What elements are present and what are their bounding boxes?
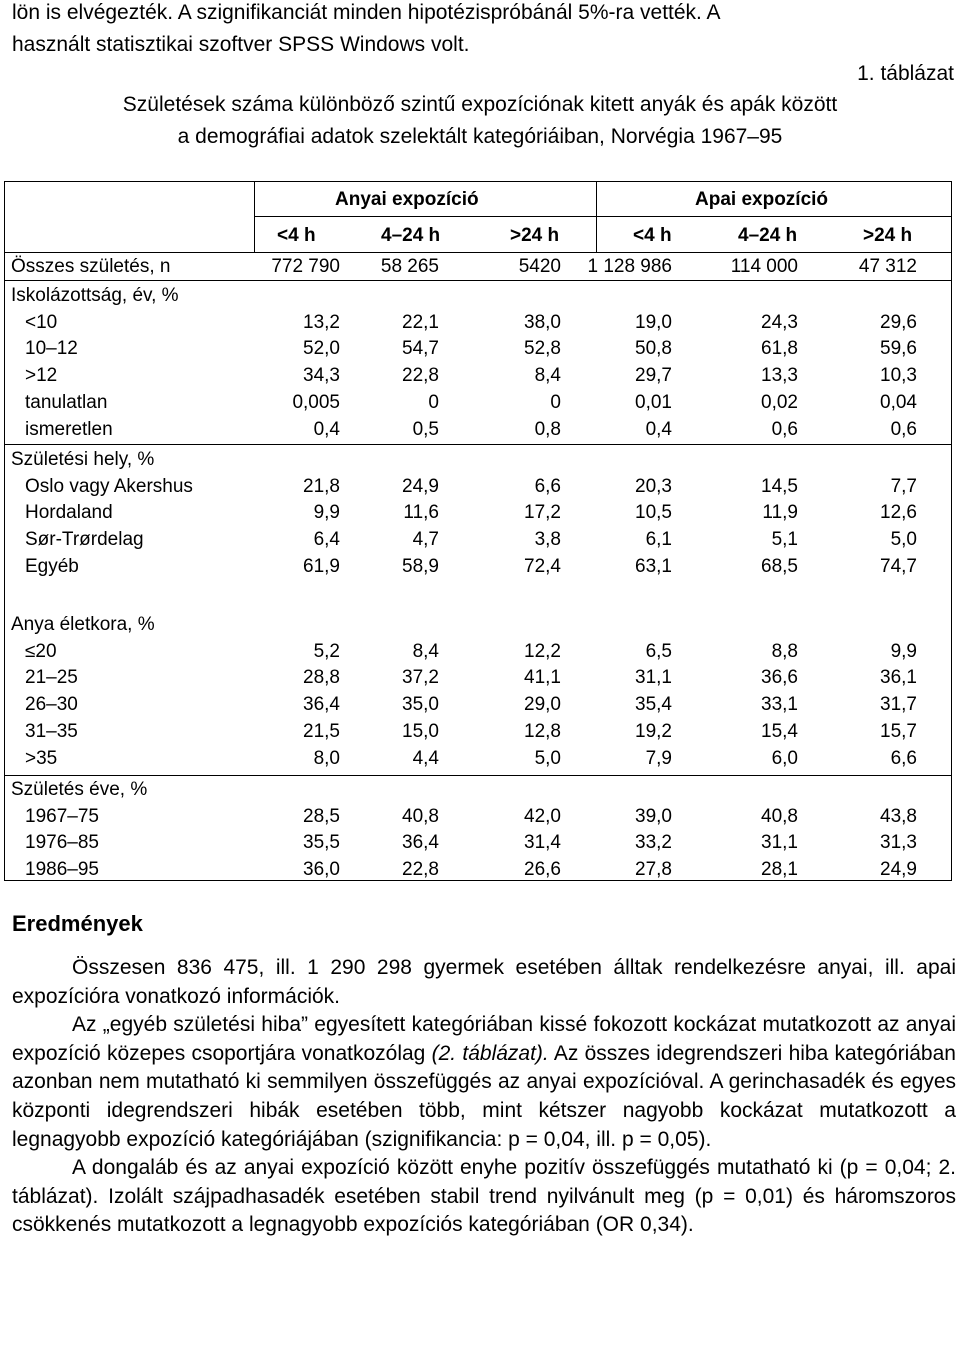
total-row-value: 772 790 — [271, 256, 340, 277]
section-title: Iskolázottság, év, % — [11, 285, 179, 306]
table-cell: 0,01 — [635, 392, 672, 413]
table-cell: 29,7 — [635, 365, 672, 386]
table-section-rule-1 — [5, 444, 951, 445]
table-cell: 0 — [428, 392, 439, 413]
table-cell: 27,8 — [635, 859, 672, 880]
table-row-label: 26–30 — [25, 694, 78, 715]
table-cell: 3,8 — [534, 529, 561, 550]
table-cell: 22,8 — [402, 365, 439, 386]
section-title: Születés éve, % — [11, 779, 148, 800]
total-row-value: 114 000 — [730, 256, 798, 277]
table-cell: 11,6 — [403, 502, 439, 523]
table-cell: 7,9 — [645, 748, 672, 769]
table-cell: 6,6 — [890, 748, 917, 769]
table-cell: 61,8 — [761, 338, 798, 359]
table-cell: 35,4 — [635, 694, 672, 715]
table-cell: 21,8 — [303, 476, 340, 497]
table-cell: 13,3 — [761, 365, 798, 386]
table-cell: 10,3 — [880, 365, 917, 386]
total-row-value: 1 128 986 — [587, 256, 672, 277]
table-cell: 59,6 — [880, 338, 917, 359]
table-cell: 8,8 — [771, 641, 798, 662]
table-row-label: 1967–75 — [25, 806, 99, 827]
table-group-header-rule — [254, 216, 951, 217]
table-cell: 15,7 — [880, 721, 917, 742]
group-header-father: Apai expozíció — [695, 189, 829, 210]
total-row-value: 58 265 — [380, 256, 439, 277]
table-cell: 29,6 — [880, 312, 917, 333]
table-cell: 58,9 — [402, 556, 439, 577]
table-cell: 8,0 — [313, 748, 340, 769]
sub-header-m3: >24 h — [510, 225, 560, 246]
table-cell: 74,7 — [880, 556, 917, 577]
table-cell: 37,2 — [402, 667, 439, 688]
table-cell: 35,0 — [402, 694, 439, 715]
table-cell: 5,0 — [534, 748, 561, 769]
results-paragraph-2 — [12, 1011, 956, 1154]
table-cell: 5,2 — [313, 641, 340, 662]
table-cell: 36,6 — [761, 667, 798, 688]
table-cell: 40,8 — [402, 806, 439, 827]
sub-header-f3: >24 h — [863, 225, 913, 246]
table-cell: 4,4 — [412, 748, 439, 769]
table-row-label: >12 — [25, 365, 58, 386]
table-cell: 61,9 — [303, 556, 340, 577]
table-cell: 31,1 — [761, 832, 798, 853]
table-cell: 0,04 — [880, 392, 917, 413]
table-row-label: 1986–95 — [25, 859, 99, 880]
table-row-label: 1976–85 — [25, 832, 99, 853]
table-row-label: >35 — [25, 748, 58, 769]
table-cell: 19,0 — [635, 312, 672, 333]
table-cell: 39,0 — [635, 806, 672, 827]
table-caption-number: 1. táblázat — [857, 62, 954, 85]
table-cell: 0,6 — [771, 419, 798, 440]
sub-header-m1: <4 h — [277, 225, 316, 246]
table-cell: 0,5 — [412, 419, 439, 440]
table-cell: 4,7 — [412, 529, 439, 550]
table-cell: 43,8 — [880, 806, 917, 827]
table-cell: 6,0 — [771, 748, 798, 769]
table-cell: 34,3 — [303, 365, 340, 386]
intro-line-1: lön is elvégezték. A szignifikanciát minden hipotézispróbánál 5%-ra vették. A — [12, 1, 721, 24]
table-cell: 26,6 — [524, 859, 561, 880]
table-row-label: <10 — [25, 312, 58, 333]
table-cell: 24,3 — [761, 312, 798, 333]
sub-header-f1: <4 h — [633, 225, 672, 246]
table-cell: 20,3 — [635, 476, 672, 497]
table-row-label: 21–25 — [25, 667, 78, 688]
table-cell: 36,0 — [303, 859, 340, 880]
results-heading: Eredmények — [12, 911, 143, 936]
table-cell: 52,8 — [524, 338, 561, 359]
table-cell: 63,1 — [635, 556, 672, 577]
table-cell: 54,7 — [402, 338, 439, 359]
table-cell: 12,8 — [524, 721, 561, 742]
table-total-rule — [5, 280, 951, 281]
table-row-label: tanulatlan — [25, 392, 108, 413]
table-cell: 33,1 — [761, 694, 798, 715]
table-cell: 42,0 — [524, 806, 561, 827]
table-row-label: Egyéb — [25, 556, 79, 577]
table-cell: 8,4 — [534, 365, 561, 386]
table-cell: 72,4 — [524, 556, 561, 577]
table-row-label: ≤20 — [25, 641, 57, 662]
table-cell: 10,5 — [635, 502, 672, 523]
table-cell: 41,1 — [524, 667, 561, 688]
intro-line-2: használt statisztikai szoftver SPSS Windows volt. — [12, 33, 470, 56]
table-cell: 21,5 — [303, 721, 340, 742]
table-cell: 28,1 — [761, 859, 798, 880]
sub-header-m2: 4–24 h — [381, 225, 441, 246]
table-cell: 17,2 — [524, 502, 561, 523]
table-caption-line-1: Születések száma különböző szintű expozíciónak kitett anyák és apák között — [122, 93, 838, 116]
group-header-mother: Anyai expozíció — [335, 189, 479, 210]
table-row-label: 10–12 — [25, 338, 78, 359]
table-cell: 31,3 — [880, 832, 917, 853]
results-paragraph-1: Összesen 836 475, ill. 1 290 298 gyermek esetében álltak rendelkezésre anyai, ill. apai expozícióra vonatkozó információk. — [12, 956, 956, 1008]
table-cell: 31,7 — [880, 694, 917, 715]
table-cell: 22,8 — [402, 859, 439, 880]
table-cell: 36,1 — [880, 667, 917, 688]
table-cell: 15,0 — [402, 721, 439, 742]
results-paragraph-2-ref: (2. táblázat). — [431, 1041, 549, 1065]
table-cell: 9,9 — [890, 641, 917, 662]
results-paragraph-3: A dongaláb és az anyai expozíció között enyhe pozitív összefüggés mutatható ki (p = 0,04; 2. táblázat). Izolált szájpadhasadék esetében stabil trend nyilvánult meg (p = 0,01) és háromszoros csökkenés mutatkozott a legnagyobb expozíciós kategóriában (OR 0,34). — [12, 1156, 956, 1237]
table-cell: 6,4 — [313, 529, 340, 550]
table-cell: 38,0 — [524, 312, 561, 333]
table-cell: 9,9 — [313, 502, 340, 523]
table-cell: 6,1 — [645, 529, 672, 550]
table-cell: 31,1 — [635, 667, 672, 688]
table-header-divider-mid — [596, 182, 597, 252]
table-cell: 0 — [550, 392, 561, 413]
table-row-label: ismeretlen — [25, 419, 113, 440]
total-row-value: 47 312 — [858, 256, 917, 277]
table-cell: 28,5 — [303, 806, 340, 827]
table-cell: 31,4 — [524, 832, 561, 853]
table-row-label: Oslo vagy Akershus — [25, 476, 193, 497]
table-cell: 0,02 — [761, 392, 798, 413]
table-cell: 36,4 — [402, 832, 439, 853]
table-cell: 36,4 — [303, 694, 340, 715]
section-title: Születési hely, % — [11, 449, 155, 470]
results-paragraph-2-b: Az összes idegrendszeri hiba kategóriában azonban nem mutatható ki semmilyen összefüggés az anyai expozícióval. A gerinchasadék és egyes központi idegrendszeri hibák esetében több, mint kétszer nagyobb kockázat mutatkozott a legnagyobb expozíció kategóriájában (szignifikancia: p = 0,04, ill. p = 0,05). — [12, 1041, 956, 1151]
table-cell: 5,1 — [771, 529, 798, 550]
table-cell: 13,2 — [303, 312, 340, 333]
table-cell: 6,6 — [534, 476, 561, 497]
table-cell: 29,0 — [524, 694, 561, 715]
table-cell: 0,6 — [890, 419, 917, 440]
table-cell: 19,2 — [635, 721, 672, 742]
table-cell: 28,8 — [303, 667, 340, 688]
results-paragraph-2-a: Az „egyéb születési hiba” egyesített kategóriában kissé fokozott kockázat mutatkozott az anyai expozíció közepes csoportjára vonatkozólag — [12, 1013, 956, 1065]
results-body — [12, 954, 956, 1240]
table-cell: 0,4 — [313, 419, 340, 440]
table-cell: 0,4 — [645, 419, 672, 440]
table-cell: 52,0 — [303, 338, 340, 359]
table-cell: 7,7 — [890, 476, 917, 497]
table-cell: 0,005 — [292, 392, 340, 413]
table-cell: 5,0 — [890, 529, 917, 550]
table-cell: 33,2 — [635, 832, 672, 853]
table-header-divider-left — [254, 182, 255, 252]
table-cell: 24,9 — [402, 476, 439, 497]
table-cell: 22,1 — [402, 312, 439, 333]
table-cell: 8,4 — [412, 641, 439, 662]
table-row-label: Sør-Trørdelag — [25, 529, 144, 550]
table-cell: 15,4 — [761, 721, 798, 742]
table-caption-line-2: a demográfiai adatok szelektált kategóriáiban, Norvégia 1967–95 — [177, 125, 783, 148]
table-cell: 6,5 — [645, 641, 672, 662]
table-header-rule — [5, 252, 951, 253]
table-cell: 35,5 — [303, 832, 340, 853]
table-cell: 40,8 — [761, 806, 798, 827]
total-row-label: Összes születés, n — [11, 256, 171, 277]
table-row-label: Hordaland — [25, 502, 113, 523]
table-row-label: 31–35 — [25, 721, 78, 742]
data-table — [4, 181, 952, 881]
table-cell: 50,8 — [635, 338, 672, 359]
table-cell: 11,9 — [762, 502, 798, 523]
table-cell: 24,9 — [880, 859, 917, 880]
table-cell: 14,5 — [761, 476, 798, 497]
sub-header-f2: 4–24 h — [738, 225, 798, 246]
table-cell: 0,8 — [534, 419, 561, 440]
table-cell: 12,2 — [524, 641, 561, 662]
section-title: Anya életkora, % — [11, 614, 155, 635]
table-cell: 12,6 — [880, 502, 917, 523]
table-section-rule-3 — [5, 775, 951, 776]
total-row-value: 5420 — [518, 256, 561, 277]
table-cell: 68,5 — [761, 556, 798, 577]
